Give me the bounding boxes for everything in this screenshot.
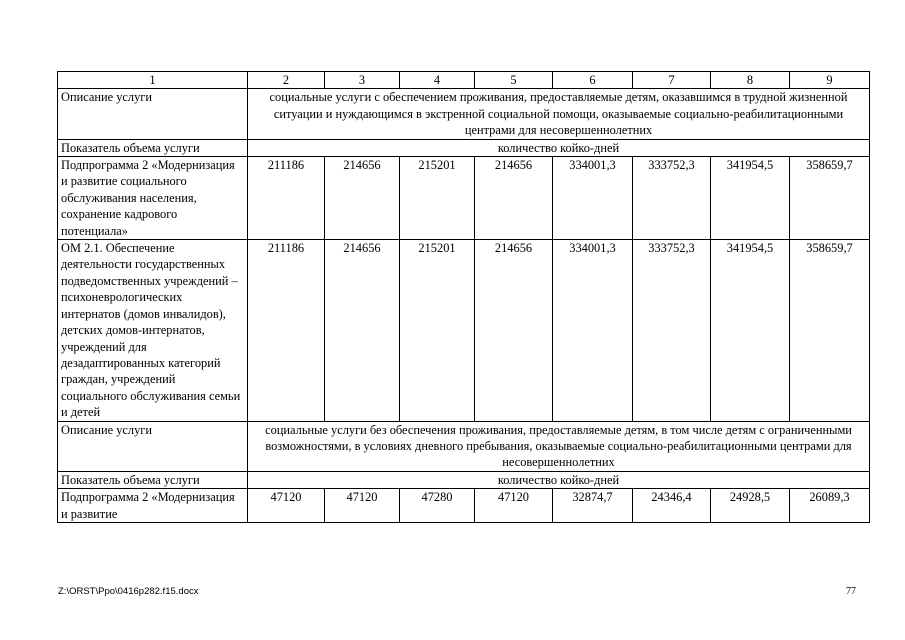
column-number: 9	[790, 72, 870, 89]
table-row	[58, 489, 870, 523]
value-cell: 47120	[248, 489, 325, 523]
value-cell: 214656	[325, 157, 400, 240]
value-cell: 341954,5	[711, 240, 790, 421]
value-cell: 214656	[475, 240, 553, 421]
program-name: Подпрограмма 2 «Модернизация и развитие	[58, 489, 248, 523]
value-cell: 358659,7	[790, 240, 870, 421]
volume-indicator-label: Показатель объема услуги	[58, 139, 248, 156]
volume-indicator-text: количество койко-дней	[248, 471, 870, 488]
value-cell: 214656	[325, 240, 400, 421]
service-description-row	[58, 89, 870, 139]
column-number: 3	[325, 72, 400, 89]
column-number: 4	[400, 72, 475, 89]
table-row	[58, 240, 870, 421]
value-cell: 24928,5	[711, 489, 790, 523]
volume-indicator-row	[58, 471, 870, 488]
service-description-text: социальные услуги с обеспечением проживания, предоставляемые детям, оказавшимся в трудной жизненной ситуации и нуждающимся в экстренной социальной помощи, оказываемые социально-реабилитационными центрами для несовершеннолетних	[248, 89, 870, 139]
value-cell: 47120	[325, 489, 400, 523]
value-cell: 333752,3	[633, 157, 711, 240]
column-number: 8	[711, 72, 790, 89]
value-cell: 47280	[400, 489, 475, 523]
value-cell: 32874,7	[553, 489, 633, 523]
value-cell: 215201	[400, 240, 475, 421]
value-cell: 334001,3	[553, 240, 633, 421]
table-row	[58, 157, 870, 240]
value-cell: 47120	[475, 489, 553, 523]
column-number: 5	[475, 72, 553, 89]
volume-table	[57, 71, 870, 523]
column-number-row	[58, 72, 870, 89]
value-cell: 214656	[475, 157, 553, 240]
volume-indicator-label: Показатель объема услуги	[58, 471, 248, 488]
file-path: Z:\ORST\Ppo\0416p282.f15.docx	[58, 586, 199, 597]
value-cell: 26089,3	[790, 489, 870, 523]
column-number: 1	[58, 72, 248, 89]
value-cell: 334001,3	[553, 157, 633, 240]
column-number: 2	[248, 72, 325, 89]
service-description-text: социальные услуги без обеспечения проживания, предоставляемые детям, в том числе детям с ограниченными возможностями, в условиях дневного пребывания, оказываемые социально-реабилитационными центрами для несовершеннолетних	[248, 421, 870, 471]
service-description-row	[58, 421, 870, 471]
volume-indicator-text: количество койко-дней	[248, 139, 870, 156]
program-name: ОМ 2.1. Обеспечение деятельности государственных подведомственных учреждений – психоневрологических интернатов (домов инвалидов), детских домов-интернатов, учреждений для дезадаптированных категорий граждан, учреждений социального обслуживания семьи и детей	[58, 240, 248, 421]
volume-indicator-row	[58, 139, 870, 156]
value-cell: 24346,4	[633, 489, 711, 523]
page-number: 77	[846, 586, 856, 597]
value-cell: 211186	[248, 240, 325, 421]
column-number: 6	[553, 72, 633, 89]
column-number: 7	[633, 72, 711, 89]
value-cell: 341954,5	[711, 157, 790, 240]
value-cell: 358659,7	[790, 157, 870, 240]
program-name: Подпрограмма 2 «Модернизация и развитие социального обслуживания населения, сохранение кадрового потенциала»	[58, 157, 248, 240]
value-cell: 215201	[400, 157, 475, 240]
service-description-label: Описание услуги	[58, 89, 248, 139]
value-cell: 333752,3	[633, 240, 711, 421]
service-description-label: Описание услуги	[58, 421, 248, 471]
value-cell: 211186	[248, 157, 325, 240]
